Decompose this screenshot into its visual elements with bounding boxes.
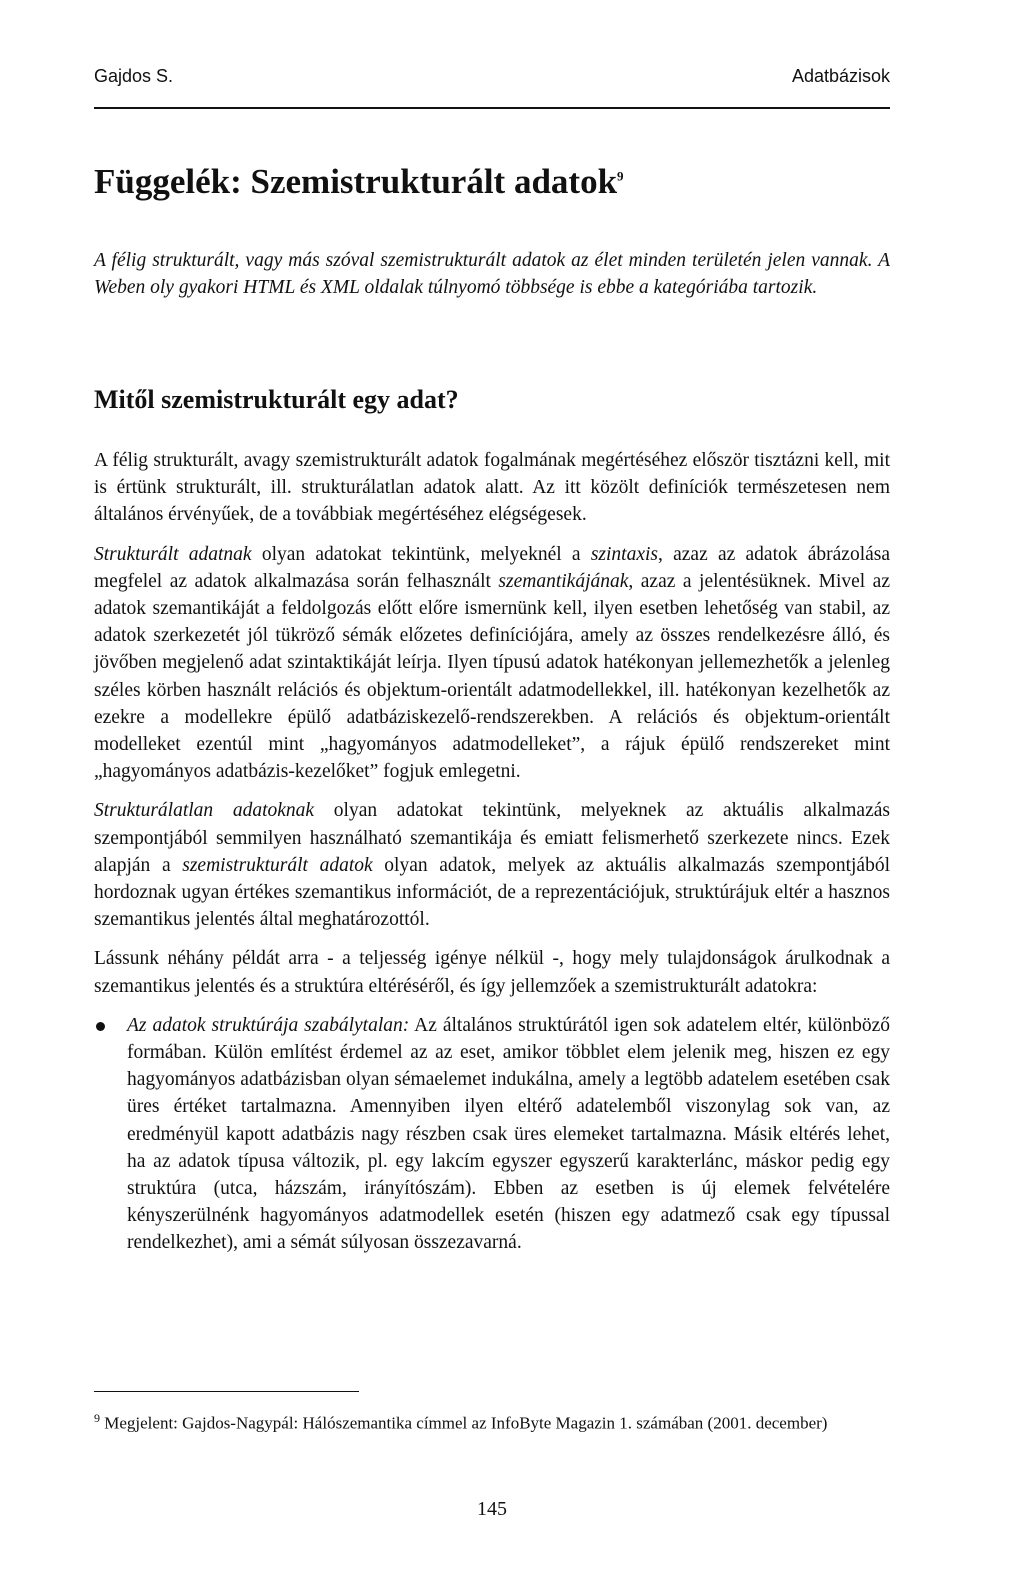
running-header [94, 66, 890, 87]
appendix-title [94, 162, 624, 202]
body-text [94, 447, 890, 1257]
paragraph-1: A félig strukturált, avagy szemistrukturált adatok fogalmának megértéséhez először tisztázni kell, mit is értünk strukturált, ill. strukturálatlan adatok alatt. Az itt közölt definíciók természetesen nem általános érvényűek, de a továbbiak megértéséhez elégségesek. [94, 450, 890, 526]
document-page [94, 0, 890, 1573]
bullet-text: Az általános struktúrától igen sok adatelem eltér, különböző formában. Külön említést érdemel az az eset, amikor többlet elem jelenik meg, hiszen ez egy hagyományos adatbázisban olyan sémaelemet indukálna, amely a legtöbb adatelem esetében csak üres értéket tartalmazna. Amennyiben ilyen eltérő adatelemből viszonylag sok van, az eredményül kapott adatbázis nagy részben csak üres elemeket tartalmazna. Másik eltérés lehet, ha az adatok típusa változik, pl. egy lakcím egyszer egyszerű karakterlánc, máskor pedig egy struktúra (utca, házszám, irányítószám). Ebben az esetben is új elemek felvételére kényszerülnénk hagyományos adatmodellek esetén (hiszen egy adatmező csak egy típussal rendelkezhet), ami a sémát súlyosan összezavarná. [127, 1014, 890, 1254]
page-number: 145 [477, 1498, 507, 1520]
footnote [94, 1407, 890, 1435]
appendix-title-text: Függelék: Szemistrukturált adatok [94, 162, 618, 201]
footnote-number: 9 [94, 1411, 100, 1425]
term-semantics: szemantikájának [498, 570, 629, 592]
term-syntax: szintaxis [590, 543, 658, 565]
paragraph-3-text-1: olyan adatokat tekintünk, melyeknek az aktuális alkalmazás szempontjából semmilyen használható szemantikája és emiatt felismerhető szerkezete nincs. Ezek alapján a [94, 800, 890, 876]
term-unstructured-data: Strukturálatlan adatoknak [94, 800, 315, 822]
paragraph-4: Lássunk néhány példát arra - a teljesség igénye nélkül -, hogy mely tulajdonságok árulkodnak a szemantikus jelentés és a struktúra eltéréséről, és így jellemzőek a szemistrukturált adatokra: [94, 948, 890, 997]
footnote-rule [94, 1391, 359, 1392]
paragraph-3-text-2: olyan adatok, melyek az aktuális alkalmazás szempontjából hordoznak ugyan értékes szemantikus információt, de a reprezentációjuk, struktúrájuk eltér a hasznos szemantikus jelentés által meghatározottól. [94, 854, 890, 931]
paragraph-2-text-3: , azaz a jelentésüknek. Mivel az adatok szemantikáját a feldolgozás előtt előre ismernünk kell, ilyen esetben lehetőség van stabil, az adatok szerkezetét jól tükröző sémák előzetes definíciójára, amely az összes rendelkezésre álló, és jövőben megjelenő adat szintaktikáját leírja. Ilyen típusú adatok hatékonyan jellemezhetők a jelenleg széles körben használt relációs és objektum-orientált adatmodellekkel, ill. hatékonyan kezelhetők az ezekre a modellekre épülő adatbáziskezelő-rendszerekben. A relációs és objektum-orientált modelleket ezentúl mint „hagyományos adatmodelleket”, a rájuk épülő rendszereket mint „hagyományos adatbázis-kezelőket” fogjuk emlegetni. [94, 570, 890, 783]
abstract: A félig strukturált, vagy más szóval szemistrukturált adatok az élet minden területén jelen vannak. A Weben oly gyakori HTML és XML oldalak túlnyomó többsége is ebbe a kategóriába tartozik. [94, 250, 890, 298]
header-rule [94, 107, 890, 109]
bullet-icon [96, 1022, 105, 1031]
term-structured-data: Strukturált adatnak [94, 543, 252, 565]
list-item [94, 1012, 890, 1257]
title-footnote-ref[interactable]: 9 [617, 168, 624, 184]
bullet-list [94, 1012, 890, 1257]
paragraph-2-text-1: olyan adatokat tekintünk, melyeknél a [251, 543, 591, 565]
header-book-title: Adatbázisok [791, 66, 890, 86]
paragraph-2-text-2: , azaz az adatok ábrázolása megfelel az adatok alkalmazása során felhasznált [94, 543, 891, 592]
section-heading: Mitől szemistrukturált egy adat? [94, 385, 459, 414]
paragraph-2 [94, 541, 890, 786]
bullet-lead: Az adatok struktúrája szabálytalan: [127, 1014, 410, 1036]
footnote-text: Megjelent: Gajdos-Nagypál: Hálószemantika címmel az InfoByte Magazin 1. számában (2001. december) [100, 1413, 828, 1433]
paragraph-3 [94, 797, 890, 933]
header-author: Gajdos S. [94, 66, 174, 86]
term-semistructured-data: szemistrukturált adatok [182, 854, 373, 876]
